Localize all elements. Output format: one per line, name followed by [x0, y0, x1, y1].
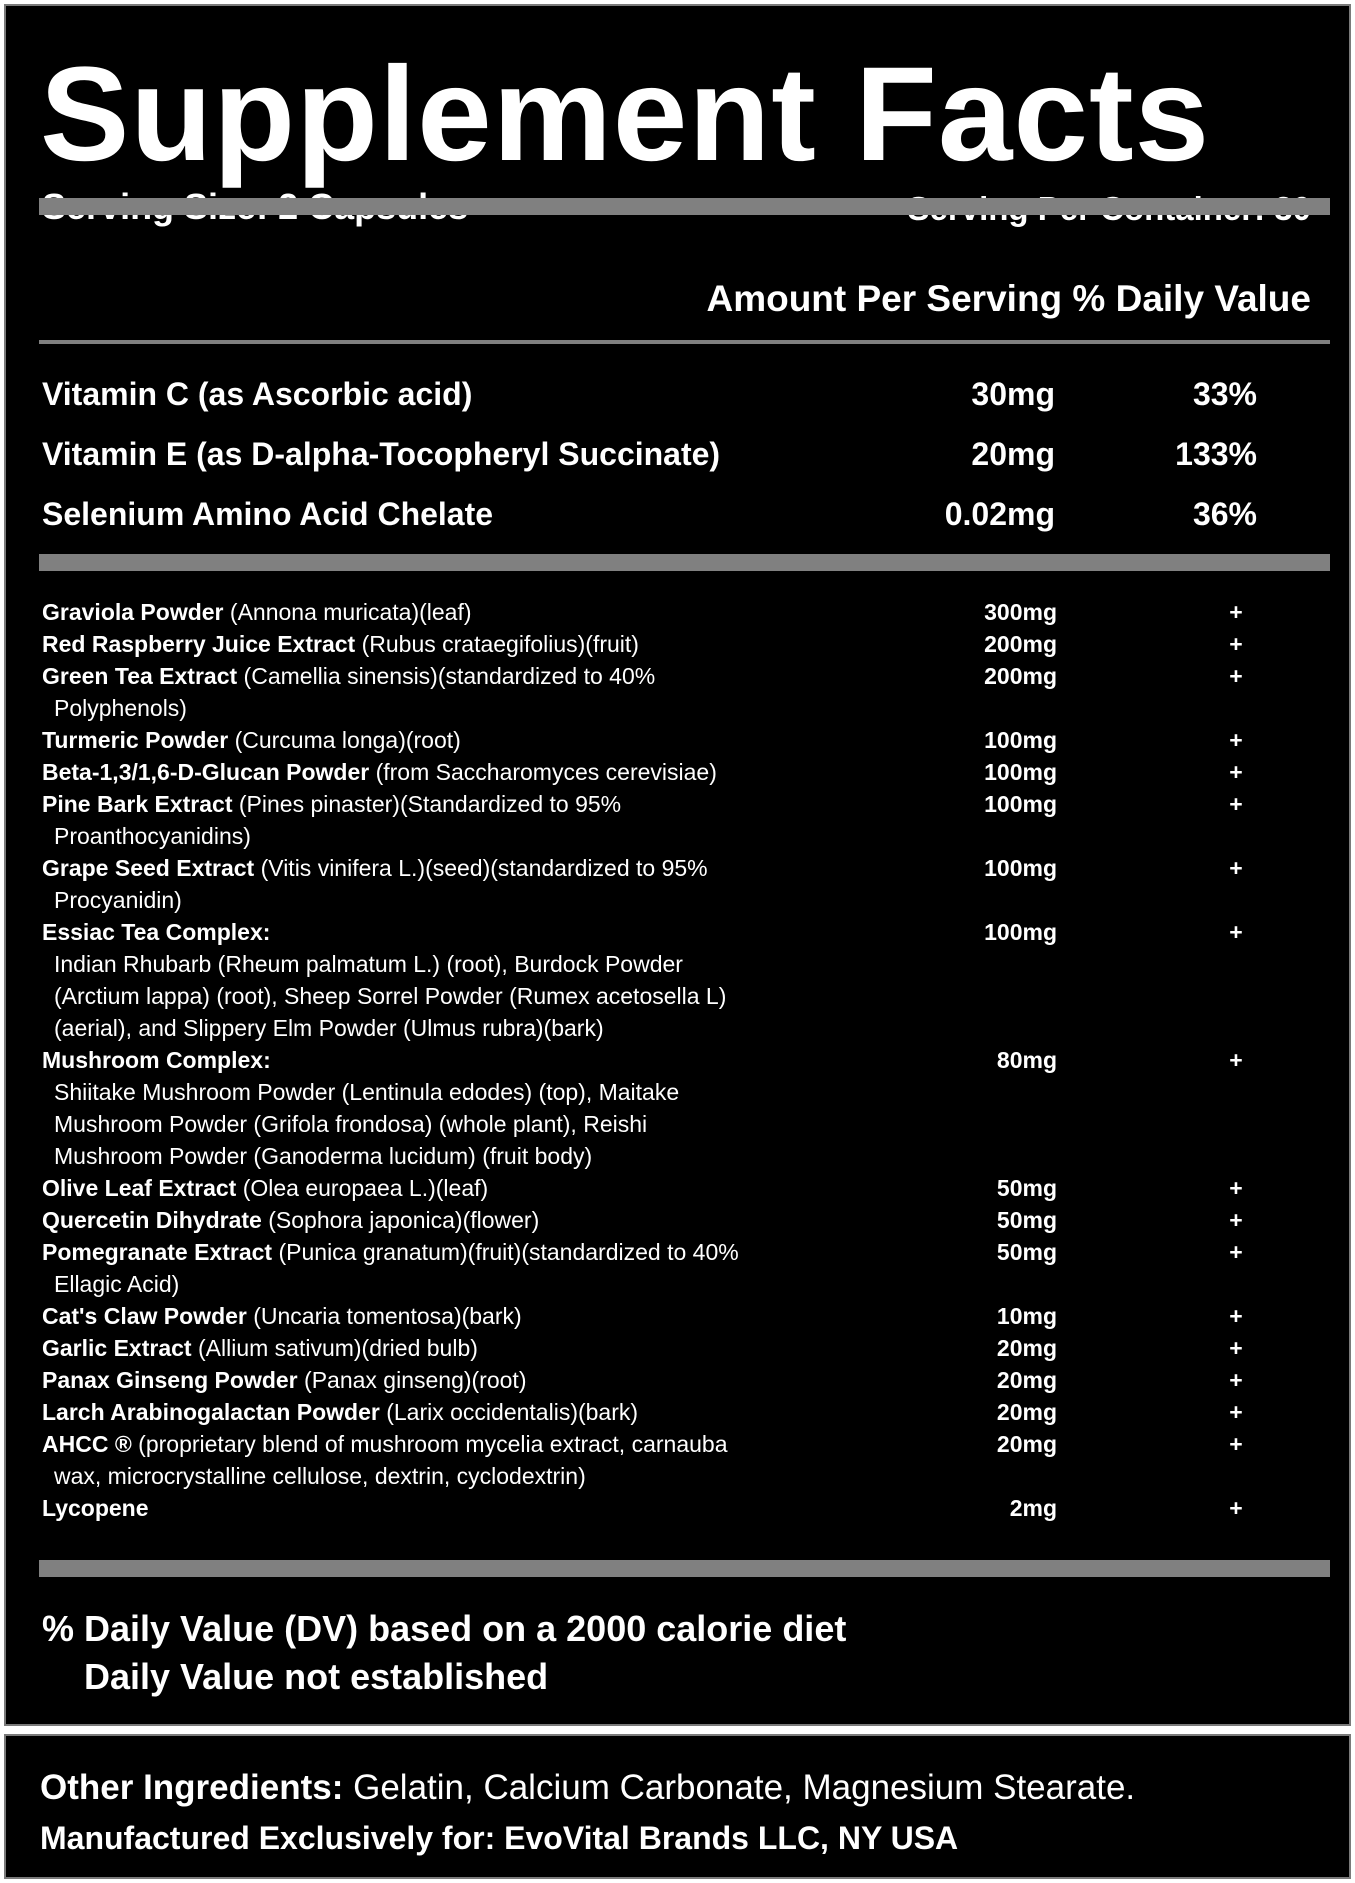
ingredient-description: (Annona muricata)(leaf) [223, 599, 472, 625]
ingredient-amount: 300mg [984, 599, 1057, 625]
ingredient-description: (Olea europaea L.)(leaf) [236, 1175, 489, 1201]
ingredient-daily-value: + [1229, 1399, 1243, 1425]
ingredient-daily-value: + [1229, 791, 1243, 817]
ingredient-row [6, 724, 1353, 756]
ingredient-name: Beta-1,3/1,6-D-Glucan Powder [42, 759, 370, 785]
ingredient-text [42, 788, 762, 852]
ingredient-description: (Rubus crataegifolius)(fruit) [355, 631, 639, 657]
ingredient-amount: 200mg [984, 631, 1057, 657]
ingredient-amount: 20mg [996, 1367, 1057, 1393]
ingredient-description-line: wax, microcrystalline cellulose, dextrin, cyclodextrin) [54, 1463, 586, 1489]
daily-value-footnote: % Daily Value (DV) based on a 2000 calorie diet [42, 1608, 847, 1649]
ingredient-daily-value: + [1229, 1335, 1243, 1361]
ingredient-text [42, 852, 762, 916]
ingredient-description: (Camellia sinensis)(standardized to 40% [237, 663, 656, 689]
ingredient-row [6, 660, 1353, 724]
other-ingredients [40, 1768, 1135, 1808]
ingredient-text [42, 1044, 762, 1172]
ingredient-description-line: (Arctium lappa) (root), Sheep Sorrel Powder (Rumex acetosella L) [54, 983, 727, 1009]
manufacturer-info: Manufactured Exclusively for: EvoVital Brands LLC, NY USA [40, 1820, 959, 1856]
ingredient-text [42, 1172, 762, 1204]
ingredient-amount: 50mg [996, 1175, 1057, 1201]
ingredient-daily-value: + [1229, 663, 1243, 689]
ingredient-description: (Larix occidentalis)(bark) [379, 1399, 639, 1425]
ingredient-amount: 50mg [996, 1239, 1057, 1265]
ingredient-row [6, 1364, 1353, 1396]
ingredient-row [6, 756, 1353, 788]
ingredient-amount: 50mg [996, 1207, 1057, 1233]
ingredient-row [6, 1236, 1353, 1300]
divider-thick-top [39, 198, 1330, 215]
other-info-panel [4, 1734, 1351, 1879]
ingredient-description: (Curcuma longa)(root) [228, 727, 461, 753]
ingredient-name: Pine Bark Extract [42, 791, 233, 817]
ingredient-amount: 80mg [996, 1047, 1057, 1073]
ingredient-amount: 10mg [996, 1303, 1057, 1329]
ingredient-text [42, 756, 762, 788]
vitamin-name: Vitamin E (as D-alpha-Tocopheryl Succinate) [42, 436, 721, 472]
ingredient-name: Turmeric Powder [42, 727, 229, 753]
ingredient-daily-value: + [1229, 1239, 1243, 1265]
ingredient-amount: 20mg [996, 1431, 1057, 1457]
ingredient-daily-value: + [1229, 855, 1243, 881]
ingredient-text [42, 1332, 762, 1364]
divider-thin [39, 340, 1330, 344]
ingredient-row [6, 1428, 1353, 1492]
ingredient-text [42, 1204, 762, 1236]
ingredient-text [42, 1428, 762, 1492]
ingredient-name: AHCC ® [42, 1431, 132, 1457]
ingredient-amount: 100mg [984, 919, 1057, 945]
ingredient-description: (Allium sativum)(dried bulb) [191, 1335, 478, 1361]
ingredient-description-line: Proanthocyanidins) [54, 823, 251, 849]
ingredient-description: (Uncaria tomentosa)(bark) [246, 1303, 522, 1329]
ingredient-text [42, 1364, 762, 1396]
ingredient-amount: 20mg [996, 1335, 1057, 1361]
vitamin-daily-value: 36% [1192, 496, 1257, 532]
ingredient-row [6, 596, 1353, 628]
ingredient-description-line: Polyphenols) [54, 695, 187, 721]
ingredient-list [6, 596, 1353, 1524]
ingredient-amount: 100mg [984, 791, 1057, 817]
ingredient-name: Lycopene [42, 1495, 149, 1521]
ingredient-text [42, 628, 762, 660]
ingredient-amount: 2mg [1009, 1495, 1057, 1521]
ingredient-description-line: Shiitake Mushroom Powder (Lentinula edodes) (top), Maitake [54, 1079, 680, 1105]
vitamin-daily-value: 133% [1175, 436, 1257, 472]
ingredient-daily-value: + [1229, 727, 1243, 753]
ingredient-text [42, 596, 762, 628]
ingredient-amount: 100mg [984, 759, 1057, 785]
page-title: Supplement Facts [40, 40, 1211, 189]
vitamin-row [6, 376, 1353, 426]
vitamin-daily-value: 33% [1192, 376, 1257, 412]
ingredient-row [6, 1396, 1353, 1428]
ingredient-row [6, 1300, 1353, 1332]
ingredient-text [42, 1396, 762, 1428]
ingredient-description: (Vitis vinifera L.)(seed)(standardized to 95% [254, 855, 708, 881]
ingredient-description-line: Ellagic Acid) [54, 1271, 180, 1297]
vitamin-name: Selenium Amino Acid Chelate [42, 496, 494, 532]
ingredient-daily-value: + [1229, 631, 1243, 657]
other-ingredients-text: Gelatin, Calcium Carbonate, Magnesium Stearate. [343, 1768, 1136, 1807]
ingredient-row [6, 852, 1353, 916]
divider-thick-bottom [39, 1560, 1330, 1577]
ingredient-text [42, 724, 762, 756]
ingredient-text [42, 660, 762, 724]
vitamin-amount: 0.02mg [944, 496, 1055, 532]
vitamin-amount: 30mg [971, 376, 1055, 412]
ingredient-name: Mushroom Complex: [42, 1047, 271, 1073]
ingredient-description-line: Indian Rhubarb (Rheum palmatum L.) (root), Burdock Powder [54, 951, 683, 977]
ingredient-daily-value: + [1229, 1207, 1243, 1233]
ingredient-daily-value: + [1229, 599, 1243, 625]
ingredient-name: Essiac Tea Complex: [42, 919, 271, 945]
ingredient-row [6, 1492, 1353, 1524]
ingredient-text [42, 1300, 762, 1332]
ingredient-row [6, 916, 1353, 1044]
ingredient-description: (Panax ginseng)(root) [297, 1367, 527, 1393]
ingredient-name: Olive Leaf Extract [42, 1175, 237, 1201]
vitamin-amount: 20mg [971, 436, 1055, 472]
daily-value-not-established-footnote: Daily Value not established [84, 1656, 549, 1697]
ingredient-daily-value: + [1229, 919, 1243, 945]
ingredient-daily-value: + [1229, 759, 1243, 785]
ingredient-daily-value: + [1229, 1431, 1243, 1457]
ingredient-name: Grape Seed Extract [42, 855, 255, 881]
ingredient-daily-value: + [1229, 1303, 1243, 1329]
ingredient-row [6, 1332, 1353, 1364]
ingredient-name: Larch Arabinogalactan Powder [42, 1399, 380, 1425]
ingredient-description: (Sophora japonica)(flower) [261, 1207, 540, 1233]
ingredient-amount: 20mg [996, 1399, 1057, 1425]
ingredient-daily-value: + [1229, 1495, 1243, 1521]
ingredient-row [6, 1204, 1353, 1236]
ingredient-description: (proprietary blend of mushroom mycelia extract, carnauba [131, 1431, 728, 1457]
ingredient-description-line: Mushroom Powder (Grifola frondosa) (whole plant), Reishi [54, 1111, 648, 1137]
ingredient-description-line: Mushroom Powder (Ganoderma lucidum) (fruit body) [54, 1143, 593, 1169]
ingredient-text [42, 916, 762, 1044]
ingredient-name: Green Tea Extract [42, 663, 238, 689]
ingredient-description: (Pines pinaster)(Standardized to 95% [232, 791, 622, 817]
vitamin-name: Vitamin C (as Ascorbic acid) [42, 376, 473, 412]
other-ingredients-label: Other Ingredients: [40, 1768, 344, 1807]
amount-per-serving-header: Amount Per Serving % Daily Value [706, 278, 1311, 319]
ingredient-text [42, 1492, 762, 1524]
divider-thick-middle [39, 554, 1330, 571]
ingredient-description: (Punica granatum)(fruit)(standardized to 40% [272, 1239, 739, 1265]
ingredient-name: Graviola Powder [42, 599, 224, 625]
ingredient-name: Panax Ginseng Powder [42, 1367, 298, 1393]
ingredient-row [6, 788, 1353, 852]
ingredient-text [42, 1236, 762, 1300]
ingredient-amount: 200mg [984, 663, 1057, 689]
ingredient-name: Garlic Extract [42, 1335, 192, 1361]
ingredient-description-line: (aerial), and Slippery Elm Powder (Ulmus rubra)(bark) [54, 1015, 604, 1041]
ingredient-daily-value: + [1229, 1175, 1243, 1201]
ingredient-amount: 100mg [984, 727, 1057, 753]
ingredient-row [6, 1172, 1353, 1204]
ingredient-name: Red Raspberry Juice Extract [42, 631, 356, 657]
vitamin-row [6, 436, 1353, 486]
ingredient-name: Quercetin Dihydrate [42, 1207, 262, 1233]
ingredient-description: (from Saccharomyces cerevisiae) [369, 759, 717, 785]
ingredient-amount: 100mg [984, 855, 1057, 881]
ingredient-daily-value: + [1229, 1047, 1243, 1073]
ingredient-description-line: Procyanidin) [54, 887, 182, 913]
vitamin-row [6, 496, 1353, 546]
ingredient-daily-value: + [1229, 1367, 1243, 1393]
ingredient-row [6, 628, 1353, 660]
ingredient-name: Cat's Claw Powder [42, 1303, 247, 1329]
ingredient-row [6, 1044, 1353, 1172]
ingredient-name: Pomegranate Extract [42, 1239, 273, 1265]
facts-panel [4, 4, 1351, 1726]
